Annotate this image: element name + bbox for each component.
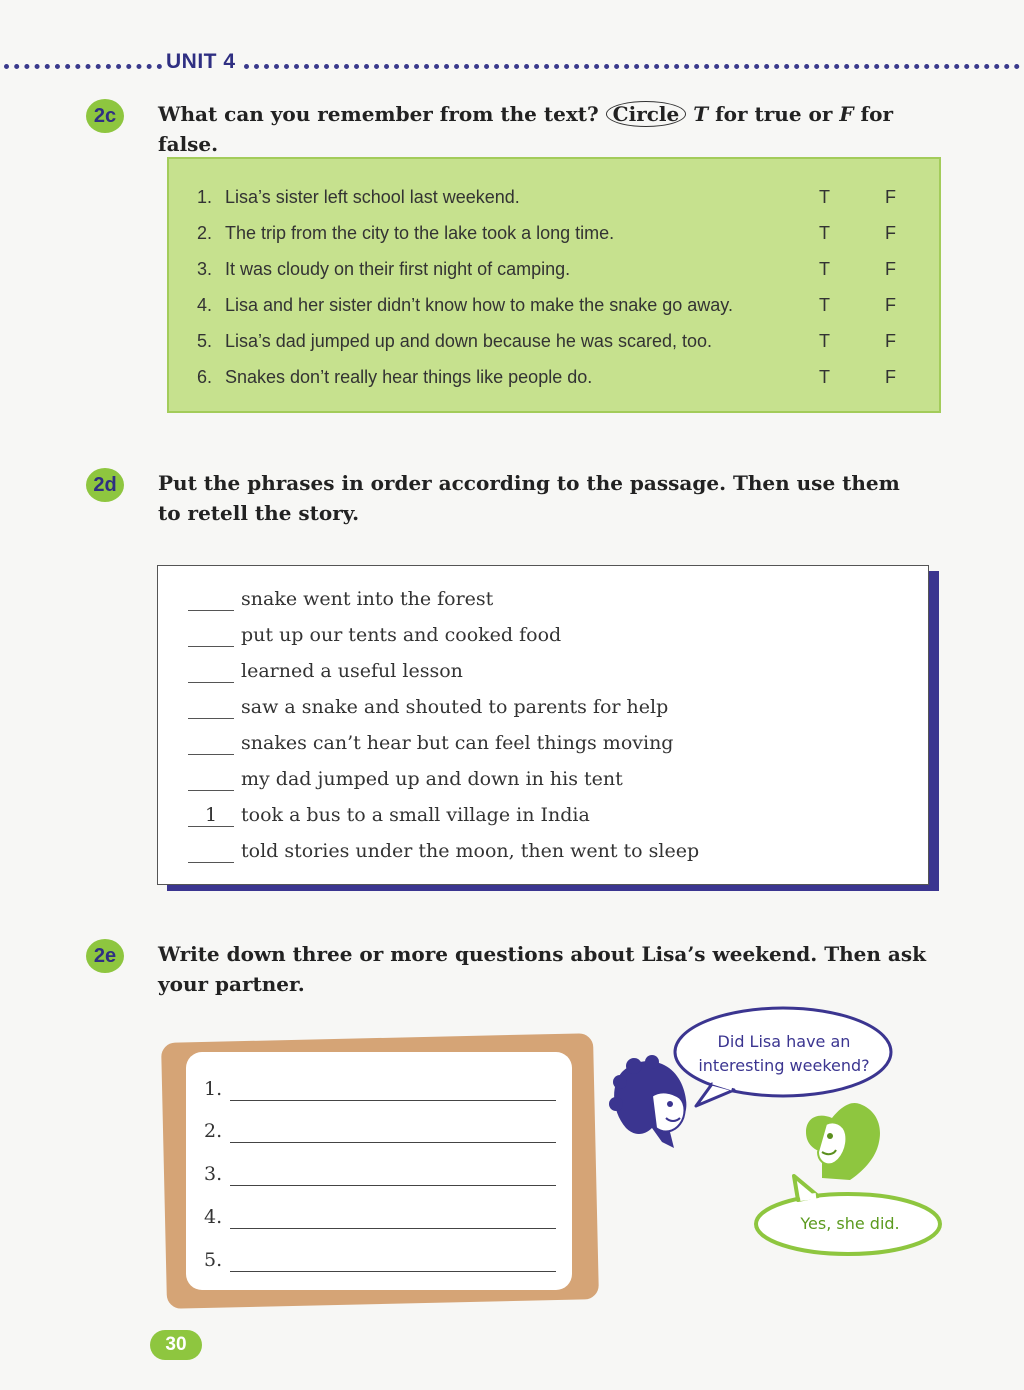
false-option[interactable]: F <box>885 295 896 315</box>
false-option[interactable]: F <box>885 259 896 279</box>
order-blank[interactable] <box>188 732 234 755</box>
write-line[interactable] <box>230 1185 556 1186</box>
phrase-text: learned a useful lesson <box>241 660 463 682</box>
tf-statement-row <box>197 359 917 395</box>
question-number: 5. <box>204 1249 223 1271</box>
phrase-text: snake went into the forest <box>241 588 494 610</box>
write-line[interactable] <box>230 1228 556 1229</box>
phrase-row <box>188 800 888 832</box>
question-number: 1. <box>204 1078 223 1100</box>
write-line[interactable] <box>230 1142 556 1143</box>
true-option[interactable]: T <box>819 187 830 207</box>
bubble-question-text <box>686 1030 882 1078</box>
question-number: 2. <box>204 1120 223 1142</box>
girl-character-icon <box>806 1103 880 1180</box>
instruction-2c-f: F <box>839 102 854 126</box>
phrase-text: took a bus to a small village in India <box>241 804 590 826</box>
true-false-box <box>167 157 941 413</box>
instruction-2c-text2: for true or <box>715 102 833 126</box>
circle-word: Circle <box>606 101 687 127</box>
statement-number: 1. <box>197 187 213 207</box>
true-option[interactable]: T <box>819 367 830 387</box>
tf-statement-row <box>197 323 917 359</box>
phrase-row <box>188 836 888 868</box>
statement-text: It was cloudy on their first night of camping. <box>225 259 571 279</box>
order-blank[interactable] <box>188 840 234 863</box>
instruction-2e: Write down three or more questions about Lisa’s weekend. Then ask your partner. <box>158 942 926 996</box>
statement-text: Lisa’s dad jumped up and down because he was scared, too. <box>225 331 712 351</box>
phrase-row <box>188 764 888 796</box>
question-line[interactable] <box>204 1206 556 1234</box>
write-line[interactable] <box>230 1100 556 1101</box>
statement-text: Lisa and her sister didn’t know how to make the snake go away. <box>225 295 733 315</box>
badge-2e: 2e <box>86 939 124 973</box>
true-option[interactable]: T <box>819 295 830 315</box>
badge-2d: 2d <box>86 468 124 502</box>
phrase-text: my dad jumped up and down in his tent <box>241 768 623 790</box>
order-blank[interactable]: 1 <box>188 804 234 827</box>
tf-statement-row <box>197 179 917 215</box>
statement-text: Snakes don’t really hear things like people do. <box>225 367 593 387</box>
question-line[interactable] <box>204 1249 556 1277</box>
question-number: 4. <box>204 1206 223 1228</box>
phrase-order-box <box>157 565 929 885</box>
phrase-row <box>188 620 888 652</box>
statement-number: 6. <box>197 367 213 387</box>
statement-text: Lisa’s sister left school last weekend. <box>225 187 520 207</box>
boy-character-icon <box>609 1055 686 1148</box>
order-blank[interactable] <box>188 588 234 611</box>
instruction-2c <box>158 99 948 159</box>
question-line[interactable] <box>204 1078 556 1106</box>
phrase-row <box>188 584 888 616</box>
instruction-2c-text1: What can you remember from the text? <box>158 102 599 126</box>
write-line[interactable] <box>230 1271 556 1272</box>
false-option[interactable]: F <box>885 331 896 351</box>
tf-statement-row <box>197 251 917 287</box>
instruction-2c-t: T <box>693 102 709 126</box>
phrase-row <box>188 728 888 760</box>
instruction-2c-text3: for false. <box>158 102 894 156</box>
true-option[interactable]: T <box>819 331 830 351</box>
statement-number: 5. <box>197 331 213 351</box>
statement-text: The trip from the city to the lake took a long time. <box>225 223 615 243</box>
phrase-row <box>188 656 888 688</box>
page-number: 30 <box>150 1330 202 1360</box>
badge-2c: 2c <box>86 99 124 133</box>
statement-number: 3. <box>197 259 213 279</box>
phrase-text: told stories under the moon, then went to sleep <box>241 840 700 862</box>
phrase-text: put up our tents and cooked food <box>241 624 562 646</box>
order-blank[interactable] <box>188 624 234 647</box>
phrase-text: saw a snake and shouted to parents for help <box>241 696 669 718</box>
statement-number: 2. <box>197 223 213 243</box>
question-number: 3. <box>204 1163 223 1185</box>
bubble-question-line1: Did Lisa have an <box>717 1032 851 1051</box>
true-option[interactable]: T <box>819 223 830 243</box>
statement-number: 4. <box>197 295 213 315</box>
true-option[interactable]: T <box>819 259 830 279</box>
order-blank[interactable] <box>188 696 234 719</box>
instruction-2d: Put the phrases in order according to the passage. Then use them to retell the story. <box>158 471 900 525</box>
question-line[interactable] <box>204 1120 556 1148</box>
tf-statement-row <box>197 287 917 323</box>
unit-title: UNIT 4 <box>166 50 236 73</box>
phrase-text: snakes can’t hear but can feel things moving <box>241 732 674 754</box>
order-blank[interactable] <box>188 660 234 683</box>
header-dots-right <box>244 64 1020 69</box>
false-option[interactable]: F <box>885 367 896 387</box>
question-line[interactable] <box>204 1163 556 1191</box>
tf-statement-row <box>197 215 917 251</box>
order-blank[interactable] <box>188 768 234 791</box>
bubble-answer-text: Yes, she did. <box>800 1214 900 1233</box>
false-option[interactable]: F <box>885 223 896 243</box>
header-dots-left <box>4 64 162 69</box>
phrase-row <box>188 692 888 724</box>
bubble-question-line2: interesting weekend? <box>698 1056 870 1075</box>
false-option[interactable]: F <box>885 187 896 207</box>
